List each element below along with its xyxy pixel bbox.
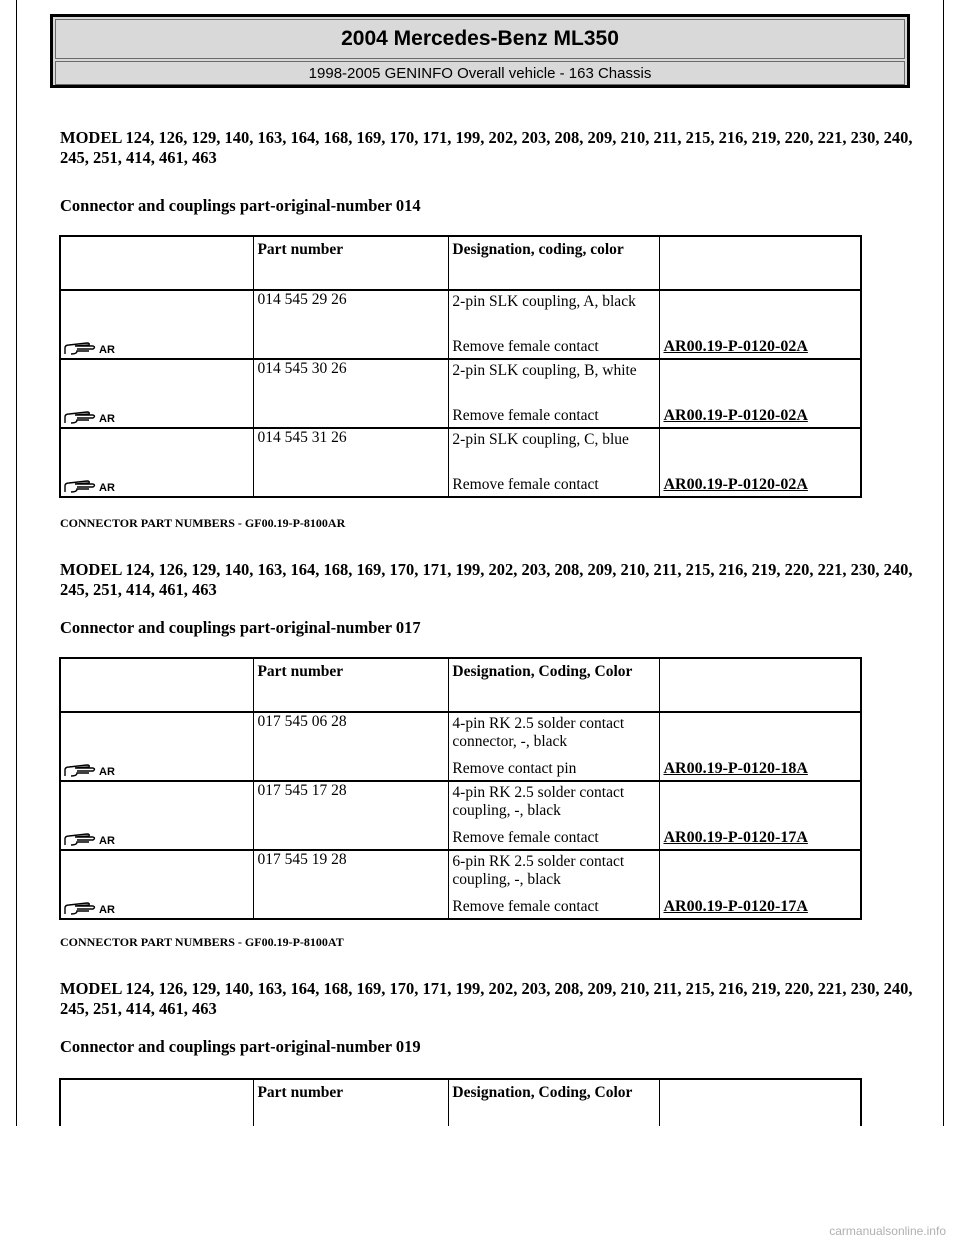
action: Remove contact pin	[452, 760, 577, 777]
designation: 4-pin RK 2.5 solder contact coupling, -, black	[452, 784, 625, 819]
action: Remove female contact	[452, 476, 599, 493]
table-row	[60, 428, 861, 497]
parts-table	[59, 657, 862, 920]
header-part-number: Part number	[254, 1079, 449, 1133]
header-designation: Designation, Coding, Color	[449, 1079, 660, 1133]
section-heading: Connector and couplings part-original-number 019	[60, 1037, 421, 1056]
section-heading: Connector and couplings part-original-number 017	[60, 618, 421, 637]
parts-table	[59, 235, 862, 498]
designation: 4-pin RK 2.5 solder contact connector, -, black	[452, 715, 625, 750]
svg-text:AR: AR	[99, 413, 115, 425]
designation: 2-pin SLK coupling, A, black	[452, 293, 636, 310]
part-number: 014 545 31 26	[254, 428, 449, 497]
table-row	[60, 781, 861, 850]
model-line: MODEL 124, 126, 129, 140, 163, 164, 168, 169, 170, 171, 199, 202, 203, 208, 209, 210, 211, 215, 216, 219, 220, 221, 230, 240, 245, 251, 414, 461, 463	[60, 128, 913, 167]
ar-reference-link[interactable]: AR00.19-P-0120-02A	[663, 476, 808, 493]
table-row	[60, 712, 861, 781]
part-number: 017 545 06 28	[254, 712, 449, 781]
document-subtitle: 1998-2005 GENINFO Overall vehicle - 163 Chassis	[55, 61, 905, 85]
designation: 2-pin SLK coupling, C, blue	[452, 431, 629, 448]
ar-hand-pointer-icon	[63, 409, 133, 425]
model-line: MODEL 124, 126, 129, 140, 163, 164, 168, 169, 170, 171, 199, 202, 203, 208, 209, 210, 211, 215, 216, 219, 220, 221, 230, 240, 245, 251, 414, 461, 463	[60, 979, 913, 1018]
table-row	[60, 850, 861, 919]
action: Remove female contact	[452, 338, 599, 355]
section-heading: Connector and couplings part-original-number 014	[60, 196, 421, 215]
ar-hand-pointer-icon	[63, 900, 133, 916]
designation: 2-pin SLK coupling, B, white	[452, 362, 637, 379]
table-row	[60, 290, 861, 359]
ar-reference-link[interactable]: AR00.19-P-0120-02A	[663, 407, 808, 424]
model-line: MODEL 124, 126, 129, 140, 163, 164, 168, 169, 170, 171, 199, 202, 203, 208, 209, 210, 211, 215, 216, 219, 220, 221, 230, 240, 245, 251, 414, 461, 463	[60, 560, 913, 599]
header-part-number: Part number	[254, 236, 449, 290]
designation: 6-pin RK 2.5 solder contact coupling, -, black	[452, 853, 625, 888]
header-designation: Designation, Coding, Color	[449, 658, 660, 712]
gf-code: CONNECTOR PART NUMBERS - GF00.19-P-8100AT	[60, 935, 344, 949]
action: Remove female contact	[452, 829, 599, 846]
part-number: 014 545 29 26	[254, 290, 449, 359]
document-title: 2004 Mercedes-Benz ML350	[55, 19, 905, 59]
header-part-number: Part number	[254, 658, 449, 712]
ar-hand-pointer-icon	[63, 762, 133, 778]
document-header	[50, 14, 910, 88]
part-number: 014 545 30 26	[254, 359, 449, 428]
page-footer	[0, 1126, 960, 1242]
watermark: carmanualsonline.info	[829, 1224, 946, 1238]
svg-text:AR: AR	[99, 766, 115, 778]
header-designation: Designation, coding, color	[449, 236, 660, 290]
table-row	[60, 359, 861, 428]
part-number: 017 545 19 28	[254, 850, 449, 919]
svg-text:AR: AR	[99, 482, 115, 494]
action: Remove female contact	[452, 407, 599, 424]
ar-reference-link[interactable]: AR00.19-P-0120-17A	[663, 898, 808, 915]
part-number: 017 545 17 28	[254, 781, 449, 850]
ar-hand-pointer-icon	[63, 340, 133, 356]
ar-reference-link[interactable]: AR00.19-P-0120-02A	[663, 338, 808, 355]
action: Remove female contact	[452, 898, 599, 915]
gf-code: CONNECTOR PART NUMBERS - GF00.19-P-8100AR	[60, 516, 346, 530]
ar-reference-link[interactable]: AR00.19-P-0120-18A	[663, 760, 808, 777]
svg-text:AR: AR	[99, 344, 115, 356]
ar-hand-pointer-icon	[63, 831, 133, 847]
svg-text:AR: AR	[99, 904, 115, 916]
ar-hand-pointer-icon	[63, 478, 133, 494]
svg-text:AR: AR	[99, 835, 115, 847]
ar-reference-link[interactable]: AR00.19-P-0120-17A	[663, 829, 808, 846]
